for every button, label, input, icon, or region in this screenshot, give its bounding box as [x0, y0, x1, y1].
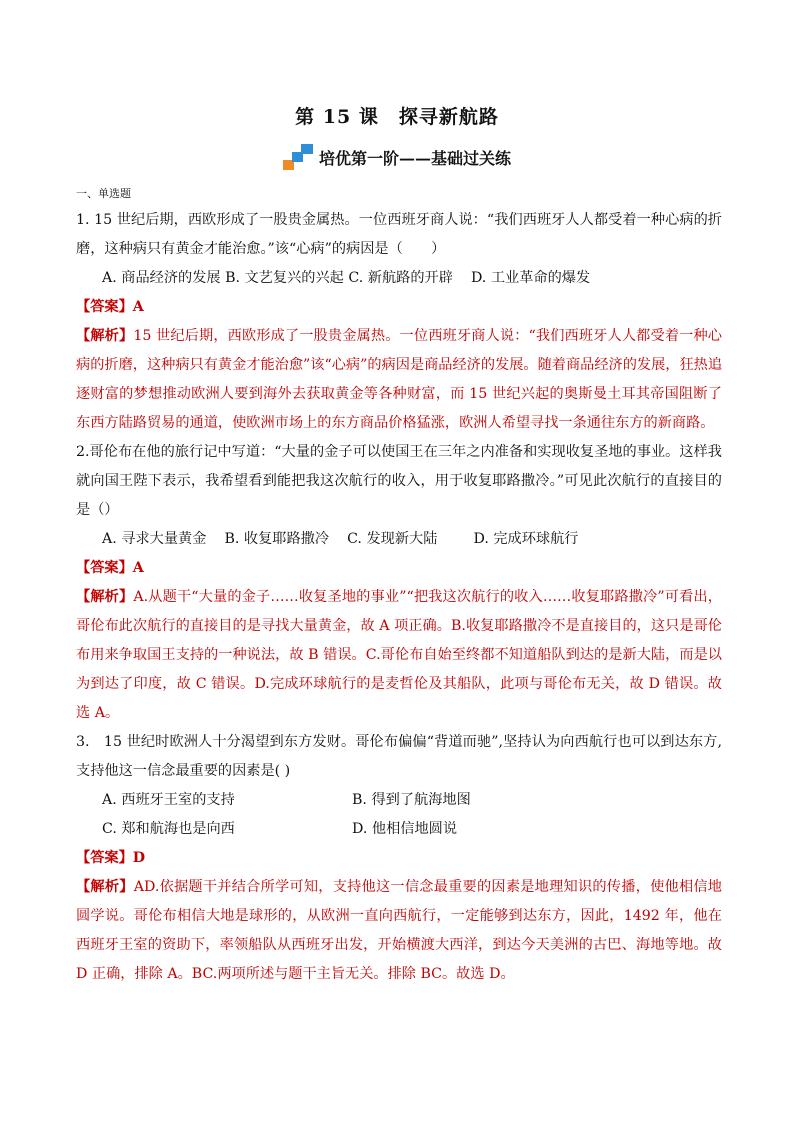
analysis-paragraph [76, 873, 722, 989]
answer-label: 【答案】 [76, 850, 133, 866]
option-d: D. 工业革命的爆发 [470, 270, 591, 286]
option-row [76, 264, 722, 293]
subtitle-row [0, 144, 794, 174]
section-heading: 一、单选题 [76, 187, 131, 200]
answer-line [76, 844, 722, 873]
question-list [76, 206, 722, 989]
analysis-text: A.从题干“大量的金子……收复圣地的事业”“把我这次航行的收入……收复耶路撒冷”可看出，哥伦布此次航行的直接目的是寻找大量黄金，故 A 项正确。B.收复耶路撒冷不是直接目的，这只是哥伦布用来争取国王支持的一种说法，故 B 错误。C.哥伦布自始至终都不知道船队到达的是新大陆，而是以为到达了印度，故 C 错误。D.完成环球航行的是麦哲伦及其船队，此项与哥伦布无关，故 D 错误。故选 A。 [76, 589, 722, 721]
analysis-label: 【解析】 [76, 589, 134, 605]
option-b: B. 收复耶路撒冷 [224, 531, 330, 547]
analysis-paragraph [76, 583, 722, 728]
answer-label: 【答案】 [76, 299, 133, 315]
option-c: C. 郑和航海也是向西 [102, 821, 235, 837]
answer-value: A [132, 299, 144, 315]
stairs-icon [283, 144, 315, 170]
option-b: B. 文艺复兴的兴起 [225, 270, 344, 286]
answer-line [76, 293, 722, 322]
answer-value: D [132, 850, 146, 866]
analysis-text: AD.依据题干并结合所学可知，支持他这一信念最重要的因素是地理知识的传播，使他相信地圆学说。哥伦布相信大地是球形的，从欧洲一直向西航行，一定能够到达东方，因此，1492 年，他在西班牙王室的资助下，率领船队从西班牙出发，开始横渡大西洋，到达今天美洲的古巴、海地等地。故 D 正确，排除 A。BC.两项所述与题干主旨无关。排除 BC。故选 D。 [76, 879, 722, 982]
option-c: C. 发现新大陆 [347, 531, 438, 547]
option-c: C. 新航路的开辟 [348, 270, 453, 286]
question-stem: 1. 15 世纪后期，西欧形成了一股贵金属热。一位西班牙商人说：“我们西班牙人人都受着一种心病的折磨，这种病只有黄金才能治愈。”该“心病”的病因是（ ） [76, 212, 722, 257]
option-d: D. 他相信地圆说 [352, 821, 458, 837]
answer-value: A [132, 560, 144, 576]
subtitle-text: 培优第一阶——基础过关练 [318, 148, 511, 168]
analysis-label: 【解析】 [76, 328, 134, 344]
option-grid [76, 786, 722, 844]
subtitle [283, 144, 511, 170]
answer-line [76, 554, 722, 583]
answer-label: 【答案】 [76, 560, 133, 576]
page-title: 第 15 课 探寻新航路 [295, 106, 499, 128]
analysis-paragraph [76, 322, 722, 438]
option-row [76, 525, 722, 554]
question-stem: 2.哥伦布在他的旅行记中写道：“大量的金子可以使国王在三年之内准备和实现收复圣地的事业。这样我就向国王陛下表示，我希望看到能把我这次航行的收入，用于收复耶路撒冷。”可见此次航行的直接目的是（） [76, 444, 722, 518]
analysis-text: 15 世纪后期，西欧形成了一股贵金属热。一位西班牙商人说：“我们西班牙人人都受着一种心病的折磨，这种病只有黄金才能治愈”该“心病”的病因是商品经济的发展。随着商品经济的发展，狂热追逐财富的梦想推动欧洲人要到海外去获取黄金等各种财富，而 15 世纪兴起的奥斯曼土耳其帝国阻断了东西方陆路贸易的通道，使欧洲市场上的东方商品价格猛涨，欧洲人希望寻找一条通往东方的新商路。 [76, 328, 723, 431]
option-a: A. 西班牙王室的支持 [102, 792, 235, 808]
option-a: A. 商品经济的发展 [102, 270, 221, 286]
question-stem: 3. 15 世纪时欧洲人十分渴望到东方发财。哥伦布偏偏“背道而驰”,坚持认为向西航行也可以到达东方,支持他这一信念最重要的因素是( ) [76, 734, 722, 779]
analysis-label: 【解析】 [76, 879, 134, 895]
option-d: D. 完成环球航行 [473, 531, 579, 547]
option-b: B. 得到了航海地图 [352, 792, 471, 808]
option-a: A. 寻求大量黄金 [102, 531, 207, 547]
